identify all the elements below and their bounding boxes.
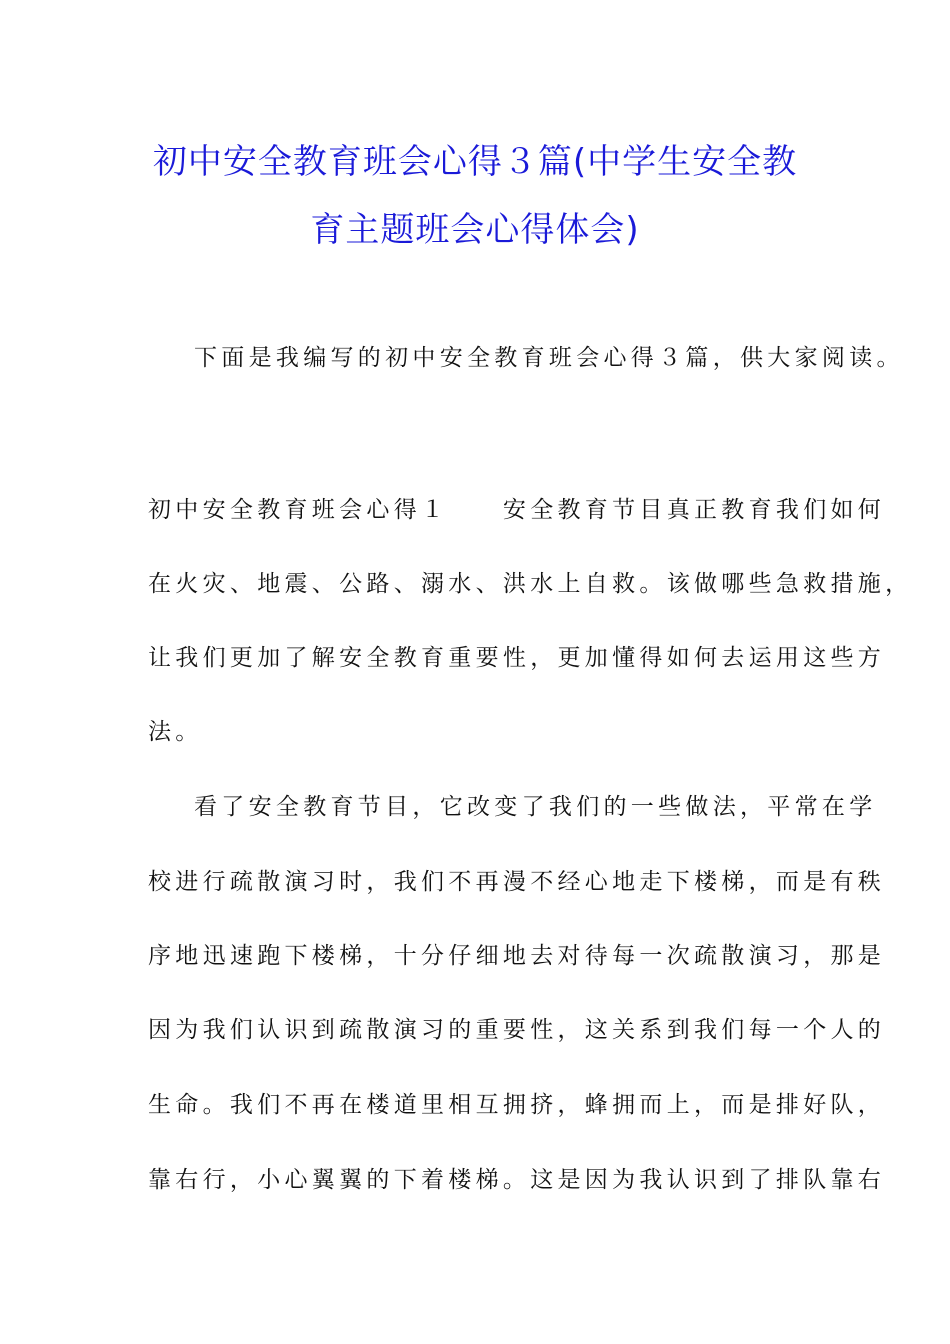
paragraph-1-line-2: 在火灾、地震、公路、溺水、洪水上自救。该做哪些急救措施， [148,571,913,597]
paragraph-1-line-3: 让我们更加了解安全教育重要性，更加懂得如何去运用这些方 [148,645,886,671]
paragraph-1-line-1: 初中安全教育班会心得１ 安全教育节目真正教育我们如何 [148,497,886,523]
document-title-line-2: 育主题班会心得体会) [310,210,640,250]
paragraph-2-line-6: 靠右行，小心翼翼的下着楼梯。这是因为我认识到了排队靠右 [148,1167,886,1193]
paragraph-2-line-2: 校进行疏散演习时，我们不再漫不经心地走下楼梯，而是有秩 [148,869,886,895]
paragraph-2-line-3: 序地迅速跑下楼梯，十分仔细地去对待每一次疏散演习，那是 [148,943,886,969]
paragraph-2-line-4: 因为我们认识到疏散演习的重要性，这关系到我们每一个人的 [148,1017,886,1043]
document-title-line-1: 初中安全教育班会心得３篇(中学生安全教 [152,142,798,182]
paragraph-2-line-1: 看了安全教育节目，它改变了我们的一些做法，平常在学 [194,794,877,820]
intro-paragraph: 下面是我编写的初中安全教育班会心得３篇，供大家阅读。 [194,345,904,371]
paragraph-1-line-4: 法。 [148,719,203,745]
paragraph-2-line-5: 生命。我们不再在楼道里相互拥挤，蜂拥而上，而是排好队， [148,1092,886,1118]
